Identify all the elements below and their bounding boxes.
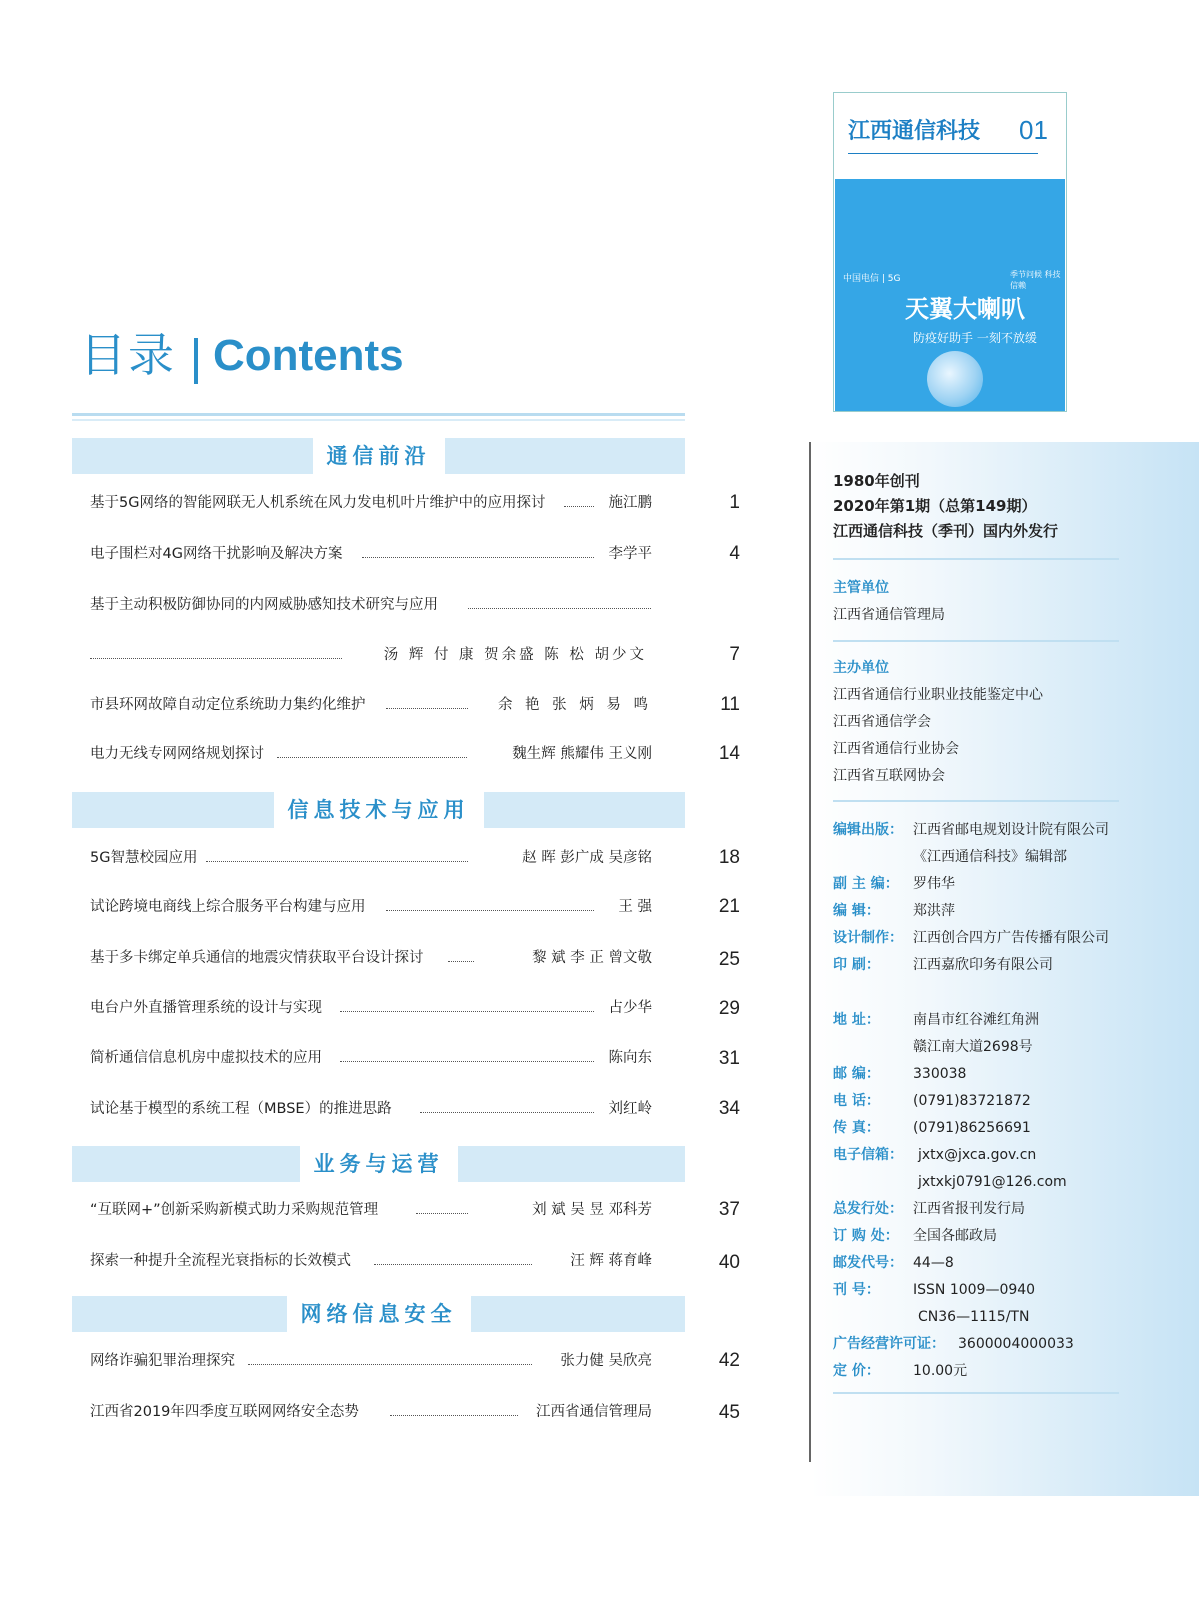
leader-dots xyxy=(206,846,468,862)
section-header xyxy=(72,1296,685,1332)
entry-title: 5G智慧校园应用 xyxy=(90,850,198,866)
entry-page: 14 xyxy=(718,743,740,764)
supervisor-label: 主管单位 xyxy=(833,580,889,596)
contact-value: (0791)86256691 xyxy=(913,1120,1031,1136)
cover-brand: 中国电信 | 5G xyxy=(843,274,901,284)
entry-title: 试论基于模型的系统工程（MBSE）的推进思路 xyxy=(90,1101,392,1117)
detail-value: 《江西通信科技》编辑部 xyxy=(913,849,1067,865)
contact-label: 邮发代号： xyxy=(833,1255,903,1271)
section-header xyxy=(72,792,685,828)
pub-founded: 1980年创刊 xyxy=(833,472,920,490)
entry-page: 45 xyxy=(718,1402,740,1423)
cover-tag: 季节问候 科技信赖 xyxy=(1010,270,1061,290)
toc-entry[interactable] xyxy=(90,1198,682,1222)
entry-page: 11 xyxy=(720,694,740,715)
entry-page: 7 xyxy=(729,644,740,665)
contact-label: 刊 号： xyxy=(833,1282,880,1298)
entry-title: 探索一种提升全流程光衰指标的长效模式 xyxy=(90,1253,351,1269)
contact-value: 赣江南大道2698号 xyxy=(913,1039,1033,1055)
entry-title: 电力无线专网网络规划探讨 xyxy=(90,746,264,762)
entry-title: 电台户外直播管理系统的设计与实现 xyxy=(90,1000,322,1016)
leader-dots xyxy=(390,1400,518,1416)
page-title-cn: 目录 xyxy=(80,328,176,382)
toc-entry[interactable] xyxy=(90,946,682,970)
contact-value: 44—8 xyxy=(913,1255,954,1271)
title-rule-thin xyxy=(72,419,685,421)
leader-dots xyxy=(416,1198,468,1214)
leader-dots xyxy=(340,996,594,1012)
cover-headline: 天翼大喇叭 xyxy=(905,295,1025,323)
toc-entry[interactable] xyxy=(90,542,682,566)
entry-title: 基于5G网络的智能网联无人机系统在风力发电机叶片维护中的应用探讨 xyxy=(90,495,546,511)
detail-value: 江西嘉欣印务有限公司 xyxy=(913,957,1053,973)
leader-dots xyxy=(564,491,594,507)
leader-dots xyxy=(90,643,342,659)
leader-dots xyxy=(248,1349,532,1365)
entry-authors: 汤 辉 付 康 贺余盛 陈 松 胡少文 xyxy=(383,647,647,663)
toc-entry[interactable] xyxy=(90,846,682,870)
contact-label: 定 价： xyxy=(833,1363,880,1379)
entry-authors: 汪 辉 蒋育峰 xyxy=(570,1253,652,1269)
entry-page: 21 xyxy=(718,896,740,917)
toc-entry[interactable] xyxy=(90,996,682,1020)
leader-dots xyxy=(374,1249,532,1265)
entry-authors: 张力健 吴欣亮 xyxy=(560,1353,652,1369)
entry-page: 18 xyxy=(718,847,740,868)
entry-authors: 施江鹏 xyxy=(608,495,652,511)
pub-issue: 2020年第1期（总第149期） xyxy=(833,497,1037,515)
contact-label: 传 真： xyxy=(833,1120,880,1136)
page-title-en: Contents xyxy=(213,331,404,380)
section-title: 信息技术与应用 xyxy=(274,792,484,828)
section-header xyxy=(72,1146,685,1182)
section-title: 通信前沿 xyxy=(313,438,445,474)
entry-authors: 余 艳 张 炳 易 鸣 xyxy=(497,697,652,713)
sponsor-label: 主办单位 xyxy=(833,660,889,676)
leader-dots xyxy=(468,593,651,609)
section-title: 网络信息安全 xyxy=(287,1296,471,1332)
toc-entry[interactable] xyxy=(90,491,682,515)
entry-authors: 占少华 xyxy=(608,1000,652,1016)
detail-value: 郑洪萍 xyxy=(913,903,955,919)
entry-title: 试论跨境电商线上综合服务平台构建与应用 xyxy=(90,899,366,915)
sponsor-value: 江西省互联网协会 xyxy=(833,768,945,784)
section-header xyxy=(72,438,685,474)
panel-separator xyxy=(833,640,1119,642)
contact-label: 广告经营许可证： xyxy=(833,1336,945,1352)
contact-value: (0791)83721872 xyxy=(913,1093,1031,1109)
entry-authors: 李学平 xyxy=(608,546,652,562)
detail-value: 江西省邮电规划设计院有限公司 xyxy=(913,822,1109,838)
title-divider xyxy=(194,338,198,384)
entry-title: 电子围栏对4G网络干扰影响及解决方案 xyxy=(90,546,343,562)
entry-title: 江西省2019年四季度互联网网络安全态势 xyxy=(90,1404,359,1420)
entry-authors: 江西省通信管理局 xyxy=(536,1404,652,1420)
entry-page: 4 xyxy=(729,543,740,564)
contact-value: 江西省报刊发行局 xyxy=(913,1201,1025,1217)
detail-value: 罗伟华 xyxy=(913,876,955,892)
toc-entry[interactable] xyxy=(90,693,682,717)
entry-authors: 刘 斌 吴 昱 邓科芳 xyxy=(532,1202,652,1218)
entry-title: 基于多卡绑定单兵通信的地震灾情获取平台设计探讨 xyxy=(90,950,424,966)
email-link[interactable]: jxtxkj0791@126.com xyxy=(918,1174,1067,1190)
contact-value: 全国各邮政局 xyxy=(913,1228,997,1244)
cover-subline: 防疫好助手 一刻不放缓 xyxy=(913,331,1037,345)
leader-dots xyxy=(420,1097,594,1113)
toc-entry[interactable] xyxy=(90,1400,682,1424)
toc-entry[interactable] xyxy=(90,1349,682,1373)
entry-title: “互联网+”创新采购新模式助力采购规范管理 xyxy=(90,1202,379,1218)
title-rule xyxy=(72,413,685,416)
entry-authors: 王 强 xyxy=(618,899,652,915)
entry-title: 简析通信信息机房中虚拟技术的应用 xyxy=(90,1050,322,1066)
entry-authors: 魏生辉 熊耀伟 王义刚 xyxy=(512,746,652,762)
toc-entry[interactable] xyxy=(90,593,682,617)
megaphone-icon xyxy=(927,351,983,407)
sponsor-value: 江西省通信行业职业技能鉴定中心 xyxy=(833,687,1043,703)
toc-entry[interactable] xyxy=(90,895,682,919)
leader-dots xyxy=(340,1046,594,1062)
magazine-cover xyxy=(833,92,1067,412)
contact-label: 总发行处： xyxy=(833,1201,903,1217)
detail-label: 设计制作： xyxy=(833,930,903,946)
contact-value: 10.00元 xyxy=(913,1363,968,1379)
panel-separator xyxy=(833,800,1119,802)
detail-label: 副 主 编： xyxy=(833,876,899,892)
entry-authors: 黎 斌 李 正 曾文敬 xyxy=(532,950,652,966)
entry-authors: 陈向东 xyxy=(608,1050,652,1066)
entry-authors: 赵 晖 彭广成 吴彦铭 xyxy=(522,850,652,866)
entry-page: 25 xyxy=(718,949,740,970)
cover-divider xyxy=(848,153,1038,159)
entry-authors: 刘红岭 xyxy=(608,1101,652,1117)
supervisor-value: 江西省通信管理局 xyxy=(833,607,945,623)
entry-title: 市县环网故障自动定位系统助力集约化维护 xyxy=(90,697,366,713)
entry-title: 网络诈骗犯罪治理探究 xyxy=(90,1353,235,1369)
leader-dots xyxy=(448,946,474,962)
contact-label: 地 址： xyxy=(833,1012,880,1028)
cover-title: 江西通信科技 xyxy=(848,119,981,144)
panel-divider xyxy=(809,442,811,1462)
panel-separator xyxy=(833,558,1119,560)
contact-value: 330038 xyxy=(913,1066,967,1082)
contact-value: 3600004000033 xyxy=(958,1336,1074,1352)
detail-label: 印 刷： xyxy=(833,957,880,973)
leader-dots xyxy=(362,542,594,558)
leader-dots xyxy=(386,895,594,911)
toc-entry[interactable] xyxy=(90,1046,682,1070)
cover-artwork xyxy=(835,179,1065,411)
entry-title: 基于主动积极防御协同的内网威胁感知技术研究与应用 xyxy=(90,597,438,613)
toc-entry-continuation[interactable] xyxy=(90,643,682,667)
entry-page: 40 xyxy=(718,1252,740,1273)
panel-separator xyxy=(833,1392,1119,1394)
entry-page: 1 xyxy=(729,492,740,513)
toc-entry[interactable] xyxy=(90,1249,682,1273)
detail-value: 江西创合四方广告传播有限公司 xyxy=(913,930,1109,946)
contact-value: 南昌市红谷滩红角洲 xyxy=(913,1012,1039,1028)
contact-value: ISSN 1009—0940 xyxy=(913,1282,1036,1298)
contact-label: 订 购 处： xyxy=(833,1228,899,1244)
leader-dots xyxy=(277,742,467,758)
contact-label: 电 话： xyxy=(833,1093,880,1109)
toc-entry[interactable] xyxy=(90,742,682,766)
email-link[interactable]: jxtx@jxca.gov.cn xyxy=(918,1147,1037,1163)
section-title: 业务与运营 xyxy=(300,1146,458,1182)
pub-distribution: 江西通信科技（季刊）国内外发行 xyxy=(833,522,1059,540)
contact-value: CN36—1115/TN xyxy=(918,1309,1030,1325)
sponsor-value: 江西省通信行业协会 xyxy=(833,741,959,757)
entry-page: 42 xyxy=(718,1350,740,1371)
contact-label: 电子信箱： xyxy=(833,1147,903,1163)
detail-label: 编 辑： xyxy=(833,903,880,919)
entry-page: 37 xyxy=(718,1199,740,1220)
cover-issue: 01 xyxy=(1019,115,1048,145)
toc-entry[interactable] xyxy=(90,1097,682,1121)
contact-label: 邮 编： xyxy=(833,1066,880,1082)
entry-page: 31 xyxy=(718,1048,740,1069)
entry-page: 34 xyxy=(718,1098,740,1119)
sponsor-value: 江西省通信学会 xyxy=(833,714,931,730)
detail-label: 编辑出版： xyxy=(833,822,903,838)
leader-dots xyxy=(386,693,468,709)
entry-page: 29 xyxy=(718,998,740,1019)
